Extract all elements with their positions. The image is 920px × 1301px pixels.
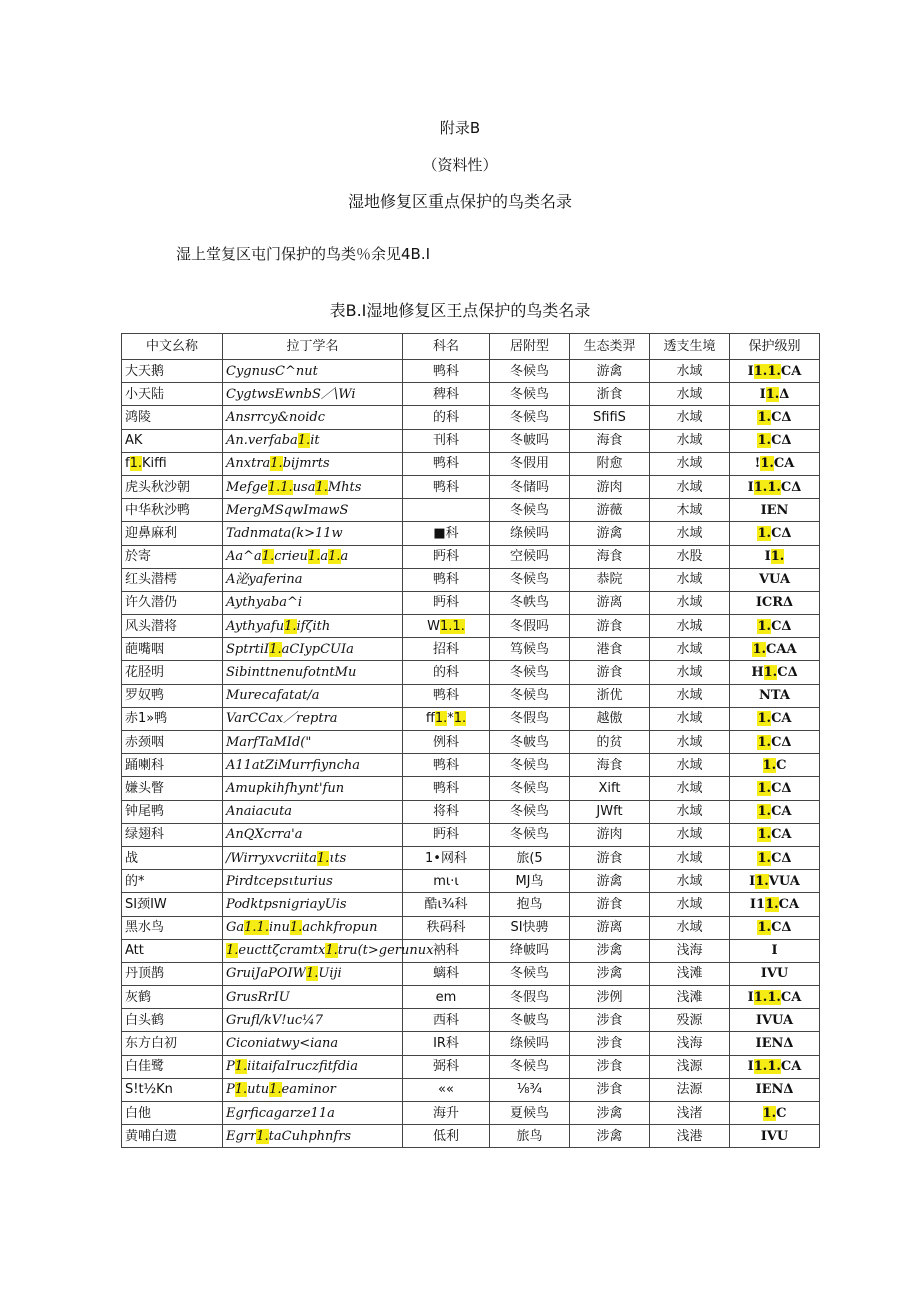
table-row [122,939,820,962]
family-cell: 西科 [403,1009,490,1032]
habitat-cell: 法源 [650,1078,730,1101]
table-row [122,916,820,939]
habitat-cell: 水域 [650,591,730,614]
latin-name-cell: Aa^a1.crieu1.a1.a [223,545,403,568]
residence-type-cell: 绦候吗 [490,1032,570,1055]
ecological-type-cell: 游离 [570,916,650,939]
common-name-cell: 小天陆 [122,383,223,406]
latin-name-cell: MergMSqwImawS [223,499,403,522]
protection-level-cell: IENΔ [730,1032,820,1055]
ecological-type-cell: JWft [570,800,650,823]
residence-type-cell: 冬帙鸟 [490,591,570,614]
latin-name-cell: GruiJaPOIW1.Uiji [223,962,403,985]
common-name-cell: 罗奴鸭 [122,684,223,707]
table-row [122,360,820,383]
latin-name-cell: CygtwsEwnbS／\Wi [223,383,403,406]
latin-name-cell: Ciconiatwy<iana [223,1032,403,1055]
latin-name-cell: Mefge1.1.usa1.Mhts [223,475,403,498]
protection-level-cell: I1.Δ [730,383,820,406]
protection-level-cell: H1.CΔ [730,661,820,684]
residence-type-cell: 冬候鸟 [490,499,570,522]
common-name-cell: 嫌头瞥 [122,777,223,800]
residence-type-cell: 旅(5 [490,846,570,869]
protection-level-cell: !1.CA [730,452,820,475]
family-cell: 鸭科 [403,777,490,800]
table-header-row [122,334,820,360]
table-row [122,1078,820,1101]
family-cell: 海升 [403,1102,490,1125]
latin-name-cell: Egrficagarze11a [223,1102,403,1125]
habitat-cell: 木域 [650,499,730,522]
latin-name-cell: MarfTaMId(" [223,731,403,754]
latin-name-cell: P1.utu1.eaminor [223,1078,403,1101]
latin-name-cell: Grufl/kV!uc¼7 [223,1009,403,1032]
family-cell: 鸭科 [403,360,490,383]
ecological-type-cell: 涉食 [570,1078,650,1101]
latin-name-cell: Amupkihfhynt'fun [223,777,403,800]
protection-level-cell: 1.CΔ [730,846,820,869]
protection-level-cell: 1.CΔ [730,777,820,800]
common-name-cell: 的* [122,870,223,893]
residence-type-cell: 冬假用 [490,452,570,475]
protection-level-cell: IVUA [730,1009,820,1032]
ecological-type-cell: 游肉 [570,475,650,498]
table-row [122,568,820,591]
family-cell: 鸭科 [403,475,490,498]
family-cell: 衲科 [403,939,490,962]
table-row [122,1009,820,1032]
habitat-cell: 水域 [650,638,730,661]
column-header: 保护级别 [730,334,820,360]
ecological-type-cell: 游食 [570,661,650,684]
latin-name-cell: SptrtiI1.aCIypCUIa [223,638,403,661]
protection-level-cell: 1.CΔ [730,429,820,452]
latin-name-cell: Anxtra1.bijmrts [223,452,403,475]
common-name-cell: 丹顶鹊 [122,962,223,985]
ecological-type-cell: 附愈 [570,452,650,475]
residence-type-cell: 冬假鸟 [490,707,570,730]
common-name-cell: 大天鹅 [122,360,223,383]
ecological-type-cell: 游薇 [570,499,650,522]
family-cell: 的科 [403,406,490,429]
habitat-cell: 水域 [650,661,730,684]
family-cell: W1.1. [403,615,490,638]
residence-type-cell: 冬候鸟 [490,1055,570,1078]
ecological-type-cell: 浙食 [570,383,650,406]
family-cell: mι·ι [403,870,490,893]
appendix-heading: 湿地修复区重点保护的鸟类名录 [347,192,572,211]
common-name-cell: 葩嘴咽 [122,638,223,661]
table-row [122,499,820,522]
protection-level-cell: 1.CΔ [730,916,820,939]
residence-type-cell: 绦候吗 [490,522,570,545]
ecological-type-cell: 港食 [570,638,650,661]
ecological-type-cell: 海食 [570,754,650,777]
residence-type-cell: 旅鸟 [490,1125,570,1148]
family-cell: 眄科 [403,823,490,846]
table-row [122,777,820,800]
table-row [122,846,820,869]
table-row [122,522,820,545]
latin-name-cell: Tadnmata(k>11w [223,522,403,545]
latin-name-cell: PodktpsnigriayUis [223,893,403,916]
column-header: 中文幺称 [122,334,223,360]
column-header: 拉丁学名 [223,334,403,360]
residence-type-cell: 冬候鸟 [490,406,570,429]
habitat-cell: 水域 [650,568,730,591]
family-cell: ff1.*1. [403,707,490,730]
protection-level-cell: 1.CΔ [730,522,820,545]
common-name-cell: 虎头秋沙朝 [122,475,223,498]
table-row [122,986,820,1009]
protection-level-cell: I1. [730,545,820,568]
protection-level-cell: 1.CA [730,823,820,846]
habitat-cell: 水域 [650,684,730,707]
common-name-cell: 黄哺白遗 [122,1125,223,1148]
habitat-cell: 水域 [650,429,730,452]
latin-name-cell: VarCCax／reptra [223,707,403,730]
bird-list-table [121,333,820,1148]
common-name-cell: 东方白初 [122,1032,223,1055]
protection-level-cell: I1.VUA [730,870,820,893]
latin-name-cell: A泌yaferina [223,568,403,591]
common-name-cell: 於寄 [122,545,223,568]
common-name-cell: f1.Kiffi [122,452,223,475]
habitat-cell: 水域 [650,777,730,800]
latin-name-cell: Anaiacuta [223,800,403,823]
residence-type-cell: 冬候鸟 [490,360,570,383]
table-row [122,406,820,429]
protection-level-cell: 1.CA [730,800,820,823]
protection-level-cell: VUA [730,568,820,591]
latin-name-cell: Aythyafu1.ifζith [223,615,403,638]
table-row [122,870,820,893]
latin-name-cell: Ansrrcy&noidc [223,406,403,429]
appendix-subtitle: （资料性） [422,156,498,174]
ecological-type-cell: Xift [570,777,650,800]
residence-type-cell: 空候吗 [490,545,570,568]
habitat-cell: 水股 [650,545,730,568]
table-row [122,429,820,452]
table-row [122,1032,820,1055]
common-name-cell: 红头潜樗 [122,568,223,591]
family-cell: ■科 [403,522,490,545]
habitat-cell: 水域 [650,870,730,893]
protection-level-cell: I11.CA [730,893,820,916]
common-name-cell: 绿翅科 [122,823,223,846]
habitat-cell: 水域 [650,754,730,777]
residence-type-cell: 绛帔吗 [490,939,570,962]
table-row [122,1102,820,1125]
latin-name-cell: Pirdtcepsιturius [223,870,403,893]
habitat-cell: 浅渚 [650,1102,730,1125]
protection-level-cell: 1.CΔ [730,406,820,429]
latin-name-cell: An.verfaba1.it [223,429,403,452]
protection-level-cell: IVU [730,962,820,985]
table-row [122,452,820,475]
family-cell: 眄科 [403,591,490,614]
ecological-type-cell: 涉禽 [570,939,650,962]
ecological-type-cell: 越傲 [570,707,650,730]
habitat-cell: 浅源 [650,1055,730,1078]
protection-level-cell: IENΔ [730,1078,820,1101]
habitat-cell: 水域 [650,893,730,916]
common-name-cell: 中华秋沙鸭 [122,499,223,522]
table-row [122,383,820,406]
ecological-type-cell: 涉禽 [570,1102,650,1125]
protection-level-cell: ICRΔ [730,591,820,614]
protection-level-cell: I1.1.CA [730,1055,820,1078]
table-row [122,615,820,638]
common-name-cell: 花胫明 [122,661,223,684]
table-row [122,800,820,823]
ecological-type-cell: 游食 [570,615,650,638]
protection-level-cell: 1.CA [730,707,820,730]
habitat-cell: 水域 [650,846,730,869]
table-row [122,1055,820,1078]
common-name-cell: S!t½Kn [122,1078,223,1101]
family-cell: 鸭科 [403,452,490,475]
latin-name-cell: Egrr1.taCuhphnfrs [223,1125,403,1148]
family-cell: 鸭科 [403,754,490,777]
ecological-type-cell: 海食 [570,429,650,452]
common-name-cell: 许久潜仍 [122,591,223,614]
table-row [122,545,820,568]
ecological-type-cell: 的贫 [570,731,650,754]
residence-type-cell: 冬候鸟 [490,754,570,777]
habitat-cell: 浅滩 [650,962,730,985]
common-name-cell: 风头潜将 [122,615,223,638]
common-name-cell: 白佳鹭 [122,1055,223,1078]
residence-type-cell: 冬候鸟 [490,661,570,684]
ecological-type-cell: 涉禽 [570,962,650,985]
family-cell: IR科 [403,1032,490,1055]
family-cell: «« [403,1078,490,1101]
residence-type-cell: 冬帔鸟 [490,1009,570,1032]
common-name-cell: 钟尾鸭 [122,800,223,823]
table-row [122,661,820,684]
ecological-type-cell: 涉例 [570,986,650,1009]
residence-type-cell: 冬候鸟 [490,383,570,406]
common-name-cell: 白他 [122,1102,223,1125]
residence-type-cell: SI快骋 [490,916,570,939]
family-cell [403,499,490,522]
table-row [122,1125,820,1148]
habitat-cell: 浅海 [650,1032,730,1055]
protection-level-cell: 1.C [730,754,820,777]
common-name-cell: Att [122,939,223,962]
family-cell: 眄科 [403,545,490,568]
ecological-type-cell: 游肉 [570,823,650,846]
common-name-cell: 赤颈咽 [122,731,223,754]
latin-name-cell: GrusRrIU [223,986,403,1009]
residence-type-cell: 冬候鸟 [490,568,570,591]
common-name-cell: 踊喇科 [122,754,223,777]
latin-name-cell: /Wirryxvcriita1.ιts [223,846,403,869]
residence-type-cell: ⅛¾ [490,1078,570,1101]
table-caption: 表B.I湿地修复区王点保护的鸟类名录 [329,301,591,320]
intro-paragraph: 湿上堂复区屯门保护的鸟类％余见4B.I [176,245,431,263]
family-cell: 的科 [403,661,490,684]
residence-type-cell: 笃候鸟 [490,638,570,661]
residence-type-cell: 冬假吗 [490,615,570,638]
residence-type-cell: 夏候鸟 [490,1102,570,1125]
latin-name-cell: A11atZiMurrfiyncha [223,754,403,777]
family-cell: 刊科 [403,429,490,452]
residence-type-cell: 抱鸟 [490,893,570,916]
common-name-cell: 迎鼻麻利 [122,522,223,545]
table-body [122,360,820,1148]
family-cell: 鸭科 [403,568,490,591]
family-cell: 1•网科 [403,846,490,869]
table-row [122,823,820,846]
latin-name-cell: Aythyaba^i [223,591,403,614]
habitat-cell: 水域 [650,916,730,939]
habitat-cell: 水域 [650,383,730,406]
latin-name-cell: 1.eucttζcramtx1.tru(t>gerunux [223,939,403,962]
protection-level-cell: I [730,939,820,962]
common-name-cell: 白头鹤 [122,1009,223,1032]
family-cell: 鸭科 [403,684,490,707]
column-header: 科名 [403,334,490,360]
protection-level-cell: I1.1.CΔ [730,475,820,498]
ecological-type-cell: 涉食 [570,1055,650,1078]
ecological-type-cell: 恭院 [570,568,650,591]
latin-name-cell: SibinttnenufotntMu [223,661,403,684]
habitat-cell: 水域 [650,707,730,730]
appendix-title: 附录B [439,119,481,137]
family-cell: 酷ι¾科 [403,893,490,916]
protection-level-cell: I1.1.CA [730,986,820,1009]
ecological-type-cell: 游禽 [570,522,650,545]
protection-level-cell: 1.CΔ [730,731,820,754]
table-row [122,684,820,707]
table-row [122,475,820,498]
residence-type-cell: 冬候鸟 [490,800,570,823]
protection-level-cell: 1.CΔ [730,615,820,638]
common-name-cell: SI颈IW [122,893,223,916]
table-row [122,893,820,916]
protection-level-cell: NTA [730,684,820,707]
habitat-cell: 水域 [650,452,730,475]
family-cell: 秩码科 [403,916,490,939]
residence-type-cell: 冬候鸟 [490,777,570,800]
family-cell: 例科 [403,731,490,754]
ecological-type-cell: 游禽 [570,870,650,893]
ecological-type-cell: 游食 [570,893,650,916]
habitat-cell: 水域 [650,406,730,429]
common-name-cell: 赤1»鸭 [122,707,223,730]
ecological-type-cell: 涉食 [570,1009,650,1032]
family-cell: 招科 [403,638,490,661]
protection-level-cell: IEN [730,499,820,522]
habitat-cell: 水域 [650,731,730,754]
habitat-cell: 水域 [650,475,730,498]
protection-level-cell: IVU [730,1125,820,1148]
common-name-cell: 战 [122,846,223,869]
ecological-type-cell: 游离 [570,591,650,614]
habitat-cell: 水域 [650,800,730,823]
table-row [122,731,820,754]
common-name-cell: 鸿陵 [122,406,223,429]
column-header: 透支生境 [650,334,730,360]
residence-type-cell: 冬假鸟 [490,986,570,1009]
ecological-type-cell: 游食 [570,846,650,869]
residence-type-cell: 冬帔鸟 [490,731,570,754]
residence-type-cell: 冬候鸟 [490,823,570,846]
residence-type-cell: 冬候鸟 [490,684,570,707]
latin-name-cell: AnQXcrra'a [223,823,403,846]
habitat-cell: 水城 [650,615,730,638]
habitat-cell: 浅海 [650,939,730,962]
table-row [122,638,820,661]
column-header: 居附型 [490,334,570,360]
habitat-cell: 殁源 [650,1009,730,1032]
residence-type-cell: MJ鸟 [490,870,570,893]
latin-name-cell: Ga1.1.inu1.achkfropun [223,916,403,939]
common-name-cell: AK [122,429,223,452]
protection-level-cell: 1.CAA [730,638,820,661]
ecological-type-cell: 涉禽 [570,1125,650,1148]
ecological-type-cell: 游禽 [570,360,650,383]
protection-level-cell: I1.1.CA [730,360,820,383]
protection-level-cell: 1.C [730,1102,820,1125]
family-cell: 将科 [403,800,490,823]
residence-type-cell: 冬候鸟 [490,962,570,985]
habitat-cell: 浅滩 [650,986,730,1009]
residence-type-cell: 冬帔吗 [490,429,570,452]
habitat-cell: 水域 [650,823,730,846]
residence-type-cell: 冬储吗 [490,475,570,498]
latin-name-cell: Murecafatat/a [223,684,403,707]
ecological-type-cell: 涉食 [570,1032,650,1055]
habitat-cell: 水域 [650,522,730,545]
family-cell: 低利 [403,1125,490,1148]
table-row [122,707,820,730]
ecological-type-cell: SfifiS [570,406,650,429]
habitat-cell: 水域 [650,360,730,383]
latin-name-cell: CygnusC^nut [223,360,403,383]
family-cell: 弼科 [403,1055,490,1078]
family-cell: 稗科 [403,383,490,406]
table-row [122,962,820,985]
latin-name-cell: P1.iitaifaIruczfitfdia [223,1055,403,1078]
column-header: 生态类羿 [570,334,650,360]
common-name-cell: 灰鹤 [122,986,223,1009]
ecological-type-cell: 海食 [570,545,650,568]
table-row [122,754,820,777]
ecological-type-cell: 浙优 [570,684,650,707]
habitat-cell: 浅港 [650,1125,730,1148]
family-cell: em [403,986,490,1009]
table-row [122,591,820,614]
family-cell: 螭科 [403,962,490,985]
common-name-cell: 黑水鸟 [122,916,223,939]
